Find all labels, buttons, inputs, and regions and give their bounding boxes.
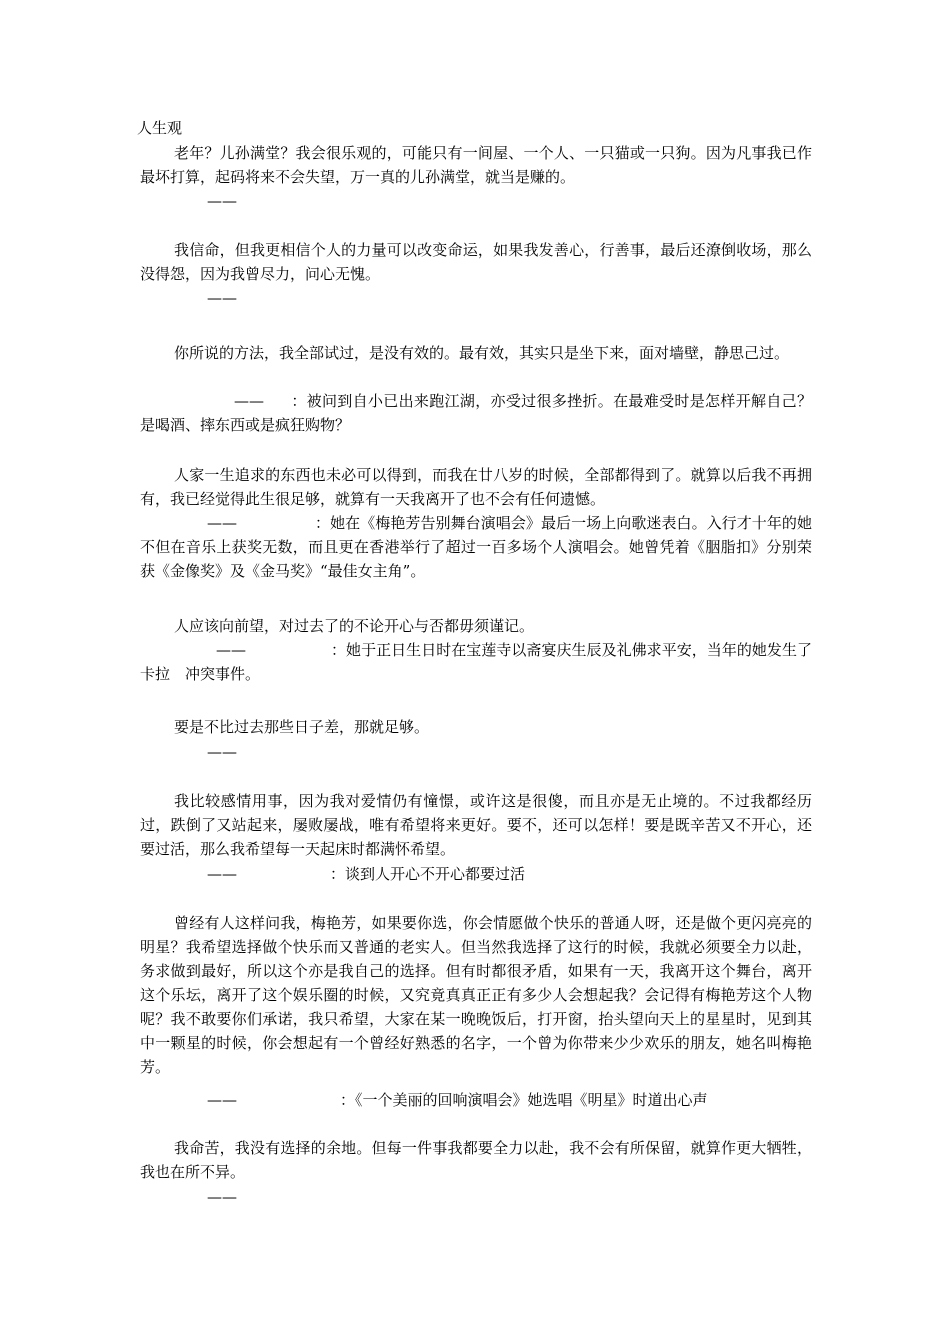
attribution-dash: —— [207,289,237,307]
attribution-note-7: ：谈到人开心不开心都要过活 [330,865,526,883]
paragraph-5: 人应该向前望，对过去了的不论开心与否都毋须谨记。 [174,617,535,635]
attribution-4 [140,511,812,583]
attribution-dash: —— [207,1188,237,1206]
attribution-dash: —— [207,865,237,883]
paragraph-4: 人家一生追求的东西也未必可以得到，而我在廿八岁的时候，全部都得到了。就算以后我不再拥有，我已经觉得此生很足够，就算有一天我离开了也不会有任何遗憾。 [140,466,812,508]
attribution-9 [140,1185,812,1209]
attribution-note-3: ：被问到自小已出来跑江湖，亦受过很多挫折。在最难受时是怎样开解自己？是喝酒、摔东西或是疯狂购物？ [140,392,812,434]
document-title: 人生观 [137,119,183,137]
attribution-3 [140,389,812,437]
attribution-dash: —— [207,1091,237,1109]
attribution-dash: —— [207,743,237,761]
paragraph-2: 我信命，但我更相信个人的力量可以改变命运，如果我发善心，行善事，最后还潦倒收场，那么没得怨，因为我曾尽力，问心无愧。 [140,241,812,283]
paragraph-1: 老年？儿孙满堂？我会很乐观的，可能只有一间屋、一个人、一只猫或一只狗。因为凡事我已作最坏打算，起码将来不会失望，万一真的儿孙满堂，就当是赚的。 [140,144,812,186]
attribution-2 [140,286,812,310]
attribution-note-4: ：她在《梅艳芳告别舞台演唱会》最后一场上向歌迷表白。入行才十年的她不但在音乐上获奖无数，而且更在香港举行了超过一百多场个人演唱会。她曾凭着《胭脂扣》分别荣获《金像奖》及《金马奖》“最佳女主角”。 [140,514,812,580]
paragraph-8: 曾经有人这样问我，梅艳芳，如果要你选，你会情愿做个快乐的普通人呀，还是做个更闪亮亮的明星？我希望选择做个快乐而又普通的老实人。但当然我选择了这行的时候，我就必须要全力以赴，务求做到最好，所以这个亦是我自己的选择。但有时都很矛盾，如果有一天，我离开这个舞台，离开这个乐坛，离开了这个娱乐圈的时候，又究竟真真正正有多少人会想起我？会记得有梅艳芳这个人物呢？我不敢要你们承诺，我只希望，大家在某一晚晚饭后，打开窗，抬头望向天上的星星时，见到其中一颗星的时候，你会想起有一个曾经好熟悉的名字，一个曾为你带来少少欢乐的朋友，她名叫梅艳芳。 [140,914,812,1076]
paragraph-3: 你所说的方法，我全部试过，是没有效的。最有效，其实只是坐下来，面对墙壁，静思己过。 [174,344,790,362]
attribution-1 [140,189,812,213]
attribution-dash: —— [216,641,246,659]
attribution-dash: —— [207,192,237,210]
attribution-note-8: ：《一个美丽的回响演唱会》她选唱《明星》时道出心声 [340,1091,708,1109]
attribution-5 [140,638,812,686]
attribution-7 [140,862,812,886]
attribution-8 [140,1088,812,1112]
attribution-6 [140,740,812,764]
paragraph-9: 我命苦，我没有选择的余地。但每一件事我都要全力以赴，我不会有所保留，就算作更大牺牲，我也在所不异。 [140,1139,812,1181]
paragraph-6: 要是不比过去那些日子差，那就足够。 [174,718,430,736]
attribution-note-5: ：她于正日生日时在宝莲寺以斋宴庆生辰及礼佛求平安，当年的她发生了卡拉 冲突事件。 [140,641,812,683]
attribution-dash: —— [207,514,237,532]
attribution-dash: —— [234,392,264,410]
paragraph-7: 我比较感情用事，因为我对爱情仍有憧憬，或许这是很傻，而且亦是无止境的。不过我都经历过，跌倒了又站起来，屡败屡战，唯有希望将来更好。要不，还可以怎样！要是既辛苦又不开心，还要过活，那么我希望每一天起床时都满怀希望。 [140,792,812,858]
